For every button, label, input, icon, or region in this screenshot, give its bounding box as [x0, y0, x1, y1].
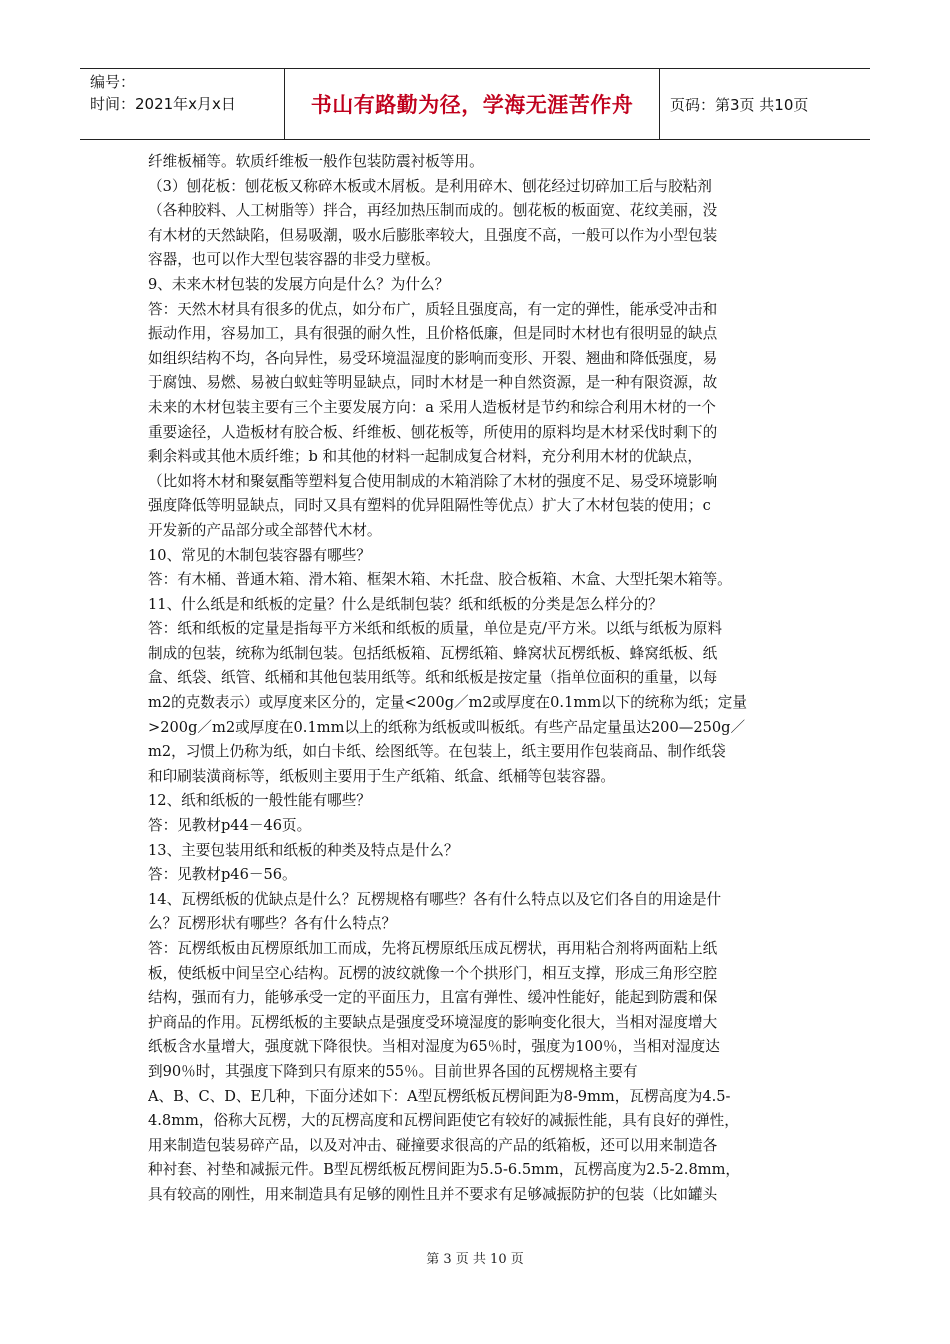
body-text-line: >200g／m2或厚度在0.1mm以上的纸称为纸板或叫板纸。有些产品定量虽达200—250g／ — [148, 718, 746, 736]
body-text-line: m2，习惯上仍称为纸，如白卡纸、绘图纸等。在包装上，纸主要用作包装商品、制作纸袋 — [148, 743, 726, 761]
body-text-line: 于腐蚀、易燃、易被白蚁蛀等明显缺点，同时木材是一种自然资源，是一种有限资源，故 — [148, 374, 718, 392]
body-text-line: 答：见教材p46－56。 — [148, 866, 297, 884]
body-text-line: （比如将木材和聚氨酯等塑料复合使用制成的木箱消除了木材的强度不足、易受环境影响 — [148, 472, 718, 490]
body-text-line: 答：有木桶、普通木箱、滑木箱、框架木箱、木托盘、胶合板箱、木盒、大型托架木箱等。 — [148, 571, 732, 589]
body-text-line: 容器，也可以作大型包装容器的非受力壁板。 — [148, 251, 440, 269]
body-text-line: （各种胶料、人工树脂等）拌合，再经加热压制而成的。刨花板的板面宽、花纹美丽，没 — [148, 202, 718, 220]
body-text-line: 剩余料或其他木质纤维；b 和其他的材料一起制成复合材料，充分利用木材的优缺点， — [148, 448, 702, 466]
body-text-line: 纸板含水量增大，强度就下降很快。当相对湿度为65％时，强度为100％，当相对湿度达 — [148, 1038, 720, 1056]
body-text-line: 强度降低等明显缺点，同时又具有塑料的优异阻隔性等优点）扩大了木材包装的使用；c — [148, 497, 711, 515]
body-text-line: 到90％时，其强度下降到只有原来的55％。目前世界各国的瓦楞规格主要有 — [148, 1062, 638, 1080]
page-footer: 第 3 页 共 10 页 — [426, 1252, 524, 1267]
body-text-line: 具有较高的刚性，用来制造具有足够的刚性且并不要求有足够减振防护的包装（比如罐头 — [148, 1185, 718, 1203]
document-number-label: 编号： — [90, 73, 136, 91]
header-meta — [80, 69, 284, 139]
body-text-line: 护商品的作用。瓦楞纸板的主要缺点是强度受环境湿度的影响变化很大，当相对湿度增大 — [148, 1013, 718, 1031]
body-text-line: 答：天然木材具有很多的优点，如分布广，质轻且强度高，有一定的弹性，能承受冲击和 — [148, 300, 718, 318]
body-text-line: 13、主要包装用纸和纸板的种类及特点是什么？ — [148, 841, 459, 859]
body-text-line: 10、常见的木制包装容器有哪些？ — [148, 546, 371, 564]
body-text-line: 14、瓦楞纸板的优缺点是什么？瓦楞规格有哪些？各有什么特点以及它们各自的用途是什 — [148, 890, 722, 908]
document-body — [148, 150, 810, 1208]
body-text-line: 未来的木材包装主要有三个主要发展方向：a 采用人造板材是节约和综合利用木材的一个 — [148, 398, 716, 416]
body-text-line: 答：纸和纸板的定量是指每平方米纸和纸板的质量，单位是克/平方米。以纸与纸板为原料 — [148, 620, 723, 638]
body-text-line: 板，使纸板中间呈空心结构。瓦楞的波纹就像一个个拱形门，相互支撑，形成三角形空腔 — [148, 964, 718, 982]
body-text-line: 种衬套、衬垫和减振元件。B型瓦楞纸板瓦楞间距为5.5-6.5mm，瓦楞高度为2.5-2.8mm， — [148, 1161, 740, 1179]
body-text-line: 重要途径，人造板材有胶合板、纤维板、刨花板等，所使用的原料均是木材采伐时剩下的 — [148, 423, 718, 441]
header-page-info: 页码：第3页 共10页 — [670, 95, 809, 114]
body-text-line: 如组织结构不均，各向异性，易受环境温湿度的影响而变形、开裂、翘曲和降低强度，易 — [148, 349, 718, 367]
body-text-line: 么？瓦楞形状有哪些？各有什么特点？ — [148, 915, 397, 933]
body-text-line: 11、什么纸是和纸板的定量？什么是纸制包装？纸和纸板的分类是怎么样分的？ — [148, 595, 663, 613]
header-motto-cell — [284, 69, 660, 139]
body-text-line: 振动作用，容易加工，具有很强的耐久性，且价格低廉，但是同时木材也有很明显的缺点 — [148, 325, 718, 343]
header-motto: 书山有路勤为径，学海无涯苦作舟 — [310, 93, 634, 117]
body-text-line: 制成的包装，统称为纸制包装。包括纸板箱、瓦楞纸箱、蜂窝状瓦楞纸板、蜂窝纸板、纸 — [148, 644, 718, 662]
document-time-label: 时间：2021年x月x日 — [90, 95, 236, 113]
body-text-line: 有木材的天然缺陷，但易吸潮，吸水后膨胀率较大，且强度不高，一般可以作为小型包装 — [148, 226, 718, 244]
body-text-line: 纤维板桶等。软质纤维板一般作包装防震衬板等用。 — [148, 153, 484, 170]
body-text-line: （3）刨花板：刨花板又称碎木板或木屑板。是利用碎木、刨花经过切碎加工后与胶粘剂 — [148, 177, 712, 195]
body-text-line: 答：瓦楞纸板由瓦楞原纸加工而成，先将瓦楞原纸压成瓦楞状，再用粘合剂将两面粘上纸 — [148, 940, 718, 957]
body-text-line: 12、纸和纸板的一般性能有哪些？ — [148, 792, 371, 810]
body-text-line: 盒、纸袋、纸管、纸桶和其他包装用纸等。纸和纸板是按定量（指单位面积的重量，以每 — [148, 669, 718, 687]
body-text-line: 答：见教材p44－46页。 — [148, 817, 312, 835]
body-text-line: 4.8mm，俗称大瓦楞，大的瓦楞高度和瓦楞间距使它有较好的减振性能，具有良好的弹性， — [148, 1112, 739, 1130]
body-text-line: 和印刷装潢商标等，纸板则主要用于生产纸箱、纸盒、纸桶等包装容器。 — [148, 767, 616, 785]
body-text-line: 开发新的产品部分或全部替代木材。 — [148, 521, 382, 539]
body-text-line: 结构，强而有力，能够承受一定的平面压力，且富有弹性、缓冲性能好，能起到防震和保 — [148, 989, 718, 1007]
body-text-line: A、B、C、D、E几种，下面分述如下：A型瓦楞纸板瓦楞间距为8-9mm，瓦楞高度为4.5- — [148, 1087, 731, 1105]
header-page-info-cell — [660, 69, 870, 139]
body-text-line: m2的克数表示）或厚度来区分的，定量<200g／m2或厚度在0.1mm以下的统称为纸；定量 — [148, 694, 747, 712]
body-text-line: 9、未来木材包装的发展方向是什么？为什么？ — [148, 275, 450, 293]
body-text-line: 用来制造包装易碎产品，以及对冲击、碰撞要求很高的产品的纸箱板，还可以用来制造各 — [148, 1136, 718, 1154]
page-header — [80, 68, 870, 140]
